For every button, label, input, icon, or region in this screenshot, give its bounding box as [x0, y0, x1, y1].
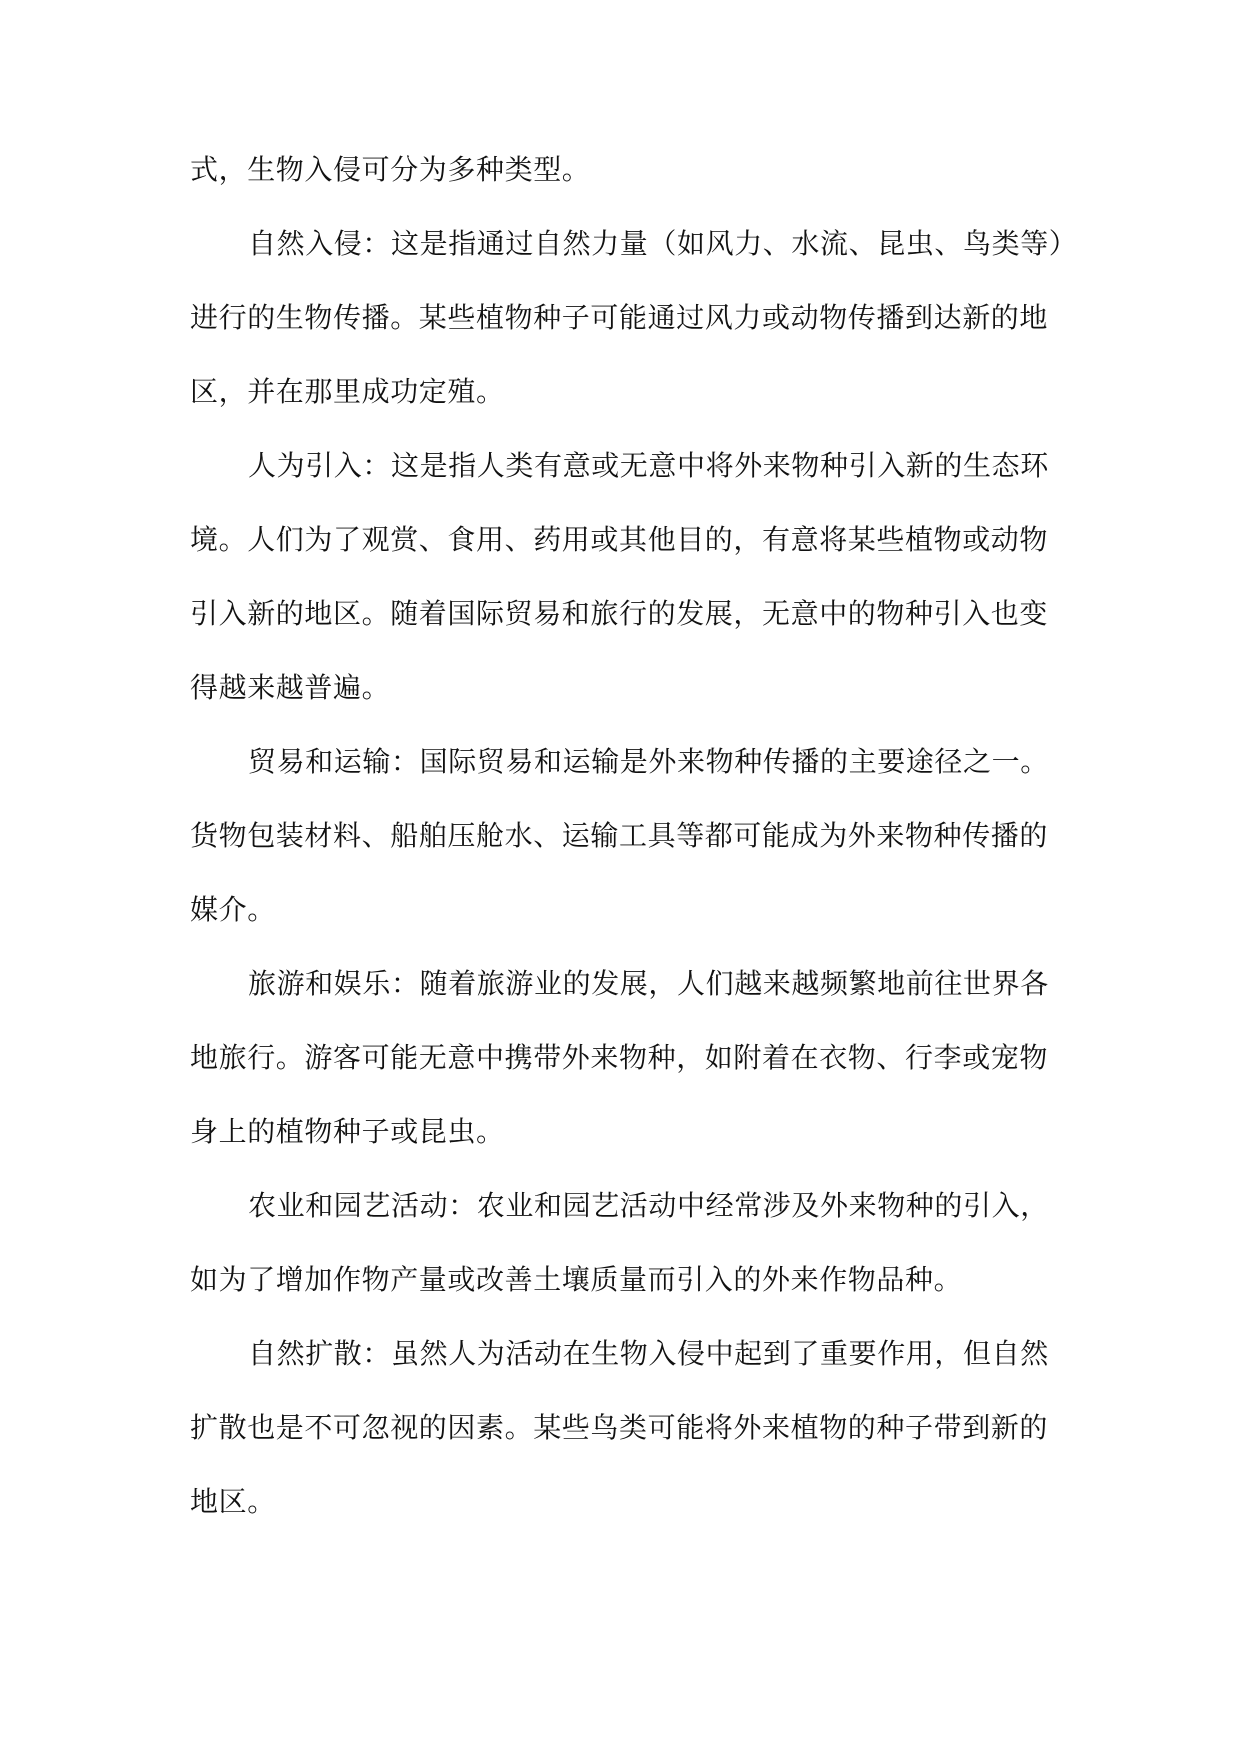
text-line: 人为引入：这是指人类有意或无意中将外来物种引入新的生态环: [248, 449, 1049, 482]
text-line: 自然入侵：这是指通过自然力量（如风力、水流、昆虫、鸟类等）: [248, 227, 1078, 260]
text-line: 如为了增加作物产量或改善土壤质量而引入的外来作物品种。: [190, 1263, 963, 1296]
text-line: 区，并在那里成功定殖。: [190, 375, 505, 408]
text-line: 进行的生物传播。某些植物种子可能通过风力或动物传播到达新的地: [190, 301, 1049, 334]
text-line: 境。人们为了观赏、食用、药用或其他目的，有意将某些植物或动物: [190, 523, 1049, 556]
text-line: 自然扩散：虽然人为活动在生物入侵中起到了重要作用，但自然: [248, 1337, 1049, 1370]
text-line: 旅游和娱乐：随着旅游业的发展，人们越来越频繁地前往世界各: [248, 967, 1049, 1000]
text-line: 地区。: [190, 1485, 276, 1518]
text-line: 货物包装材料、船舶压舱水、运输工具等都可能成为外来物种传播的: [190, 819, 1049, 852]
text-line: 媒介。: [190, 893, 276, 926]
text-line: 农业和园艺活动：农业和园艺活动中经常涉及外来物种的引入，: [248, 1189, 1049, 1222]
text-line: 身上的植物种子或昆虫。: [190, 1115, 505, 1148]
text-line: 式，生物入侵可分为多种类型。: [190, 153, 591, 186]
text-line: 得越来越普遍。: [190, 671, 391, 704]
text-line: 贸易和运输：国际贸易和运输是外来物种传播的主要途径之一。: [248, 745, 1049, 778]
text-line: 扩散也是不可忽视的因素。某些鸟类可能将外来植物的种子带到新的: [190, 1411, 1049, 1444]
text-line: 引入新的地区。随着国际贸易和旅行的发展，无意中的物种引入也变: [190, 597, 1049, 630]
text-line: 地旅行。游客可能无意中携带外来物种，如附着在衣物、行李或宠物: [190, 1041, 1049, 1074]
